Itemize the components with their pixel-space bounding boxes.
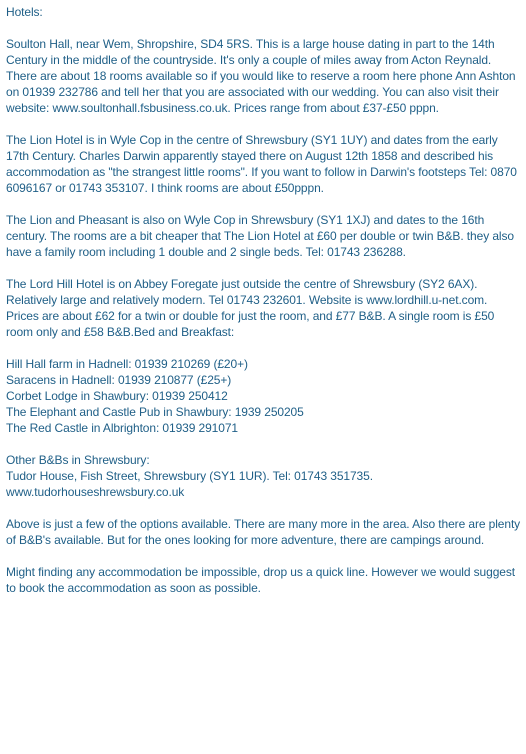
paragraph-soulton-hall: Soulton Hall, near Wem, Shropshire, SD4 5RS. This is a large house dating in part to the 14th Century in the middle of the countryside. It's only a couple of miles away from Acton Reynald. There are about 18 rooms available so if you would like to reserve a room here phone Ann Ashton on 01939 232786 and tell her that you are associated with our wedding. You can also visit their website: www.soultonhall.fsbusiness.co.uk. Prices range from about £37-£50 pppn. xyxy=(6,37,516,115)
other-bnbs-title: Other B&Bs in Shrewsbury: xyxy=(6,453,150,467)
list-item: Hill Hall farm in Hadnell: 01939 210269 (£20+) xyxy=(6,357,248,371)
other-bnbs-website: www.tudorhouseshrewsbury.co.uk xyxy=(6,485,185,499)
list-item: The Elephant and Castle Pub in Shawbury: 1939 250205 xyxy=(6,405,304,419)
page-heading: Hotels: xyxy=(6,5,43,19)
paragraph-lord-hill-hotel: The Lord Hill Hotel is on Abbey Foregate just outside the centre of Shrewsbury (SY2 6AX). Relatively large and relatively modern. Tel 01743 232601. Website is www.lordhill.u-net.com. Prices are about £62 for a twin or double for just the room, and £77 B&B. A single room is £50 room only and £58 B&B.Bed and Breakfast: xyxy=(6,277,495,339)
paragraph-contact-note: Might finding any accommodation be impossible, drop us a quick line. However we would suggest to book the accommodation as soon as possible. xyxy=(6,565,515,595)
paragraph-lion-and-pheasant: The Lion and Pheasant is also on Wyle Cop in Shrewsbury (SY1 1XJ) and dates to the 16th century. The rooms are a bit cheaper that The Lion Hotel at £60 per double or twin B&B. they also have a family room including 1 double and 2 single beds. Tel: 01743 236288. xyxy=(6,213,514,259)
other-bnbs-block xyxy=(6,452,522,500)
list-item: The Red Castle in Albrighton: 01939 291071 xyxy=(6,421,238,435)
paragraph-options: Above is just a few of the options available. There are many more in the area. Also there are plenty of B&B's available. But for the ones looking for more adventure, there are campings around. xyxy=(6,517,521,547)
paragraph-lion-hotel: The Lion Hotel is in Wyle Cop in the centre of Shrewsbury (SY1 1UY) and dates from the early 17th Century. Charles Darwin apparently stayed there on August 12th 1858 and described his accommodation as "the strangest little rooms". If you want to follow in Darwin's footsteps Tel: 0870 6096167 or 01743 353107. I think rooms are about £50pppn. xyxy=(6,133,517,195)
other-bnbs-address: Tudor House, Fish Street, Shrewsbury (SY1 1UR). Tel: 01743 351735. xyxy=(6,469,373,483)
bnb-list xyxy=(6,356,522,436)
list-item: Corbet Lodge in Shawbury: 01939 250412 xyxy=(6,389,228,403)
list-item: Saracens in Hadnell: 01939 210877 (£25+) xyxy=(6,373,232,387)
